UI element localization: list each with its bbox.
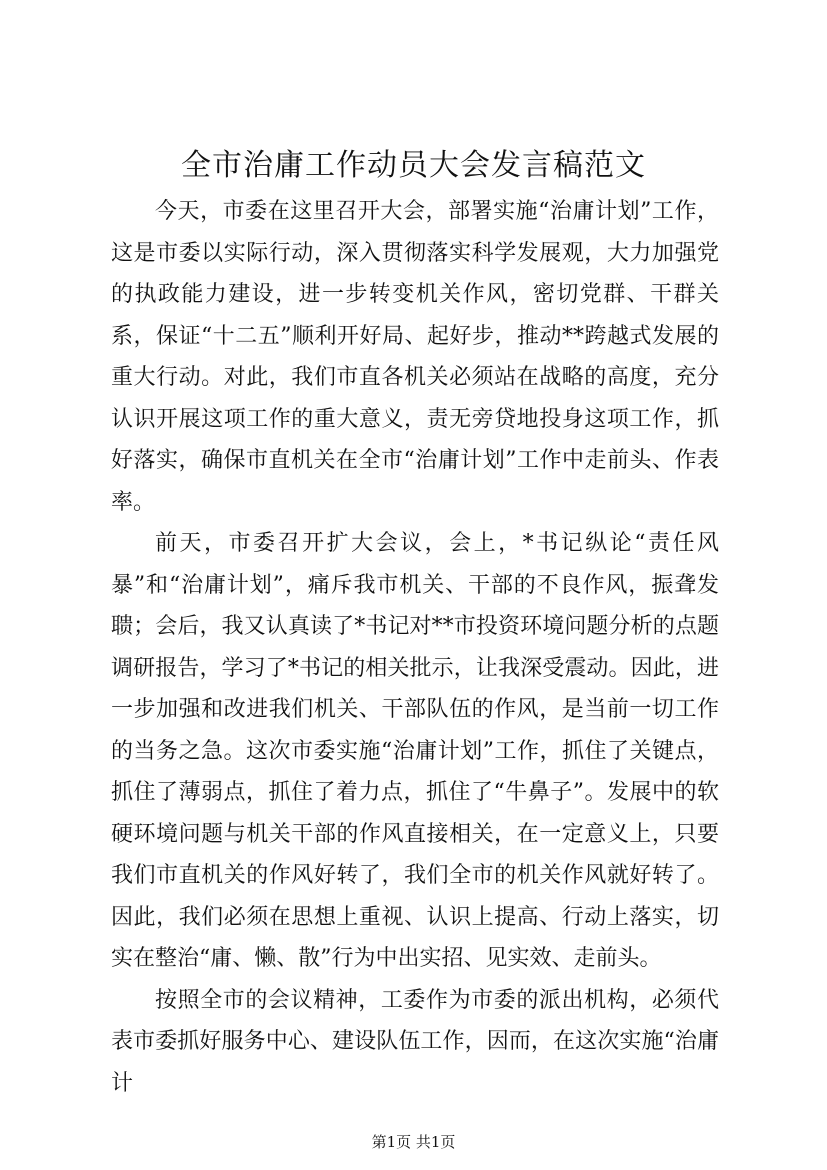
page-number-footer: 第1页 共1页 [371, 1133, 456, 1151]
paragraph-2: 前天，市委召开扩大会议，会上，*书记纵论“责任风暴”和“治庸计划”，痛斥我市机关、干部的不良作风，振聋发聩；会后，我又认真读了*书记对**市投资环境问题分析的点题调研报告，学习了*书记的相关批示，让我深受震动。因此，进一步加强和改进我们机关、干部队伍的作风，是当前一切工作的当务之急。这次市委实施“治庸计划”工作，抓住了关键点，抓住了薄弱点，抓住了着力点，抓住了“牛鼻子”。发展中的软硬环境问题与机关干部的作风直接相关，在一定意义上，只要我们市直机关的作风好转了，我们全市的机关作风就好转了。因此，我们必须在思想上重视、认识上提高、行动上落实，切实在整治“庸、懒、散”行为中出实招、见实效、走前头。 [111, 531, 719, 971]
document-title: 全市治庸工作动员大会发言稿范文 [181, 148, 646, 183]
paragraph-3: 按照全市的会议精神，工委作为市委的派出机构，必须代表市委抓好服务中心、建设队伍工作，因而，在这次实施“治庸计 [111, 987, 719, 1096]
document-body [111, 191, 719, 1104]
paragraph-1: 今天，市委在这里召开大会，部署实施“治庸计划”工作，这是市委以实际行动，深入贯彻落实科学发展观，大力加强党的执政能力建设，进一步转变机关作风，密切党群、干群关系，保证“十二五”顺利开好局、起好步，推动**跨越式发展的重大行动。对此，我们市直各机关必须站在战略的高度，充分认识开展这项工作的重大意义，责无旁贷地投身这项工作，抓好落实，确保市直机关在全市“治庸计划”工作中走前头、作表率。 [111, 199, 719, 515]
